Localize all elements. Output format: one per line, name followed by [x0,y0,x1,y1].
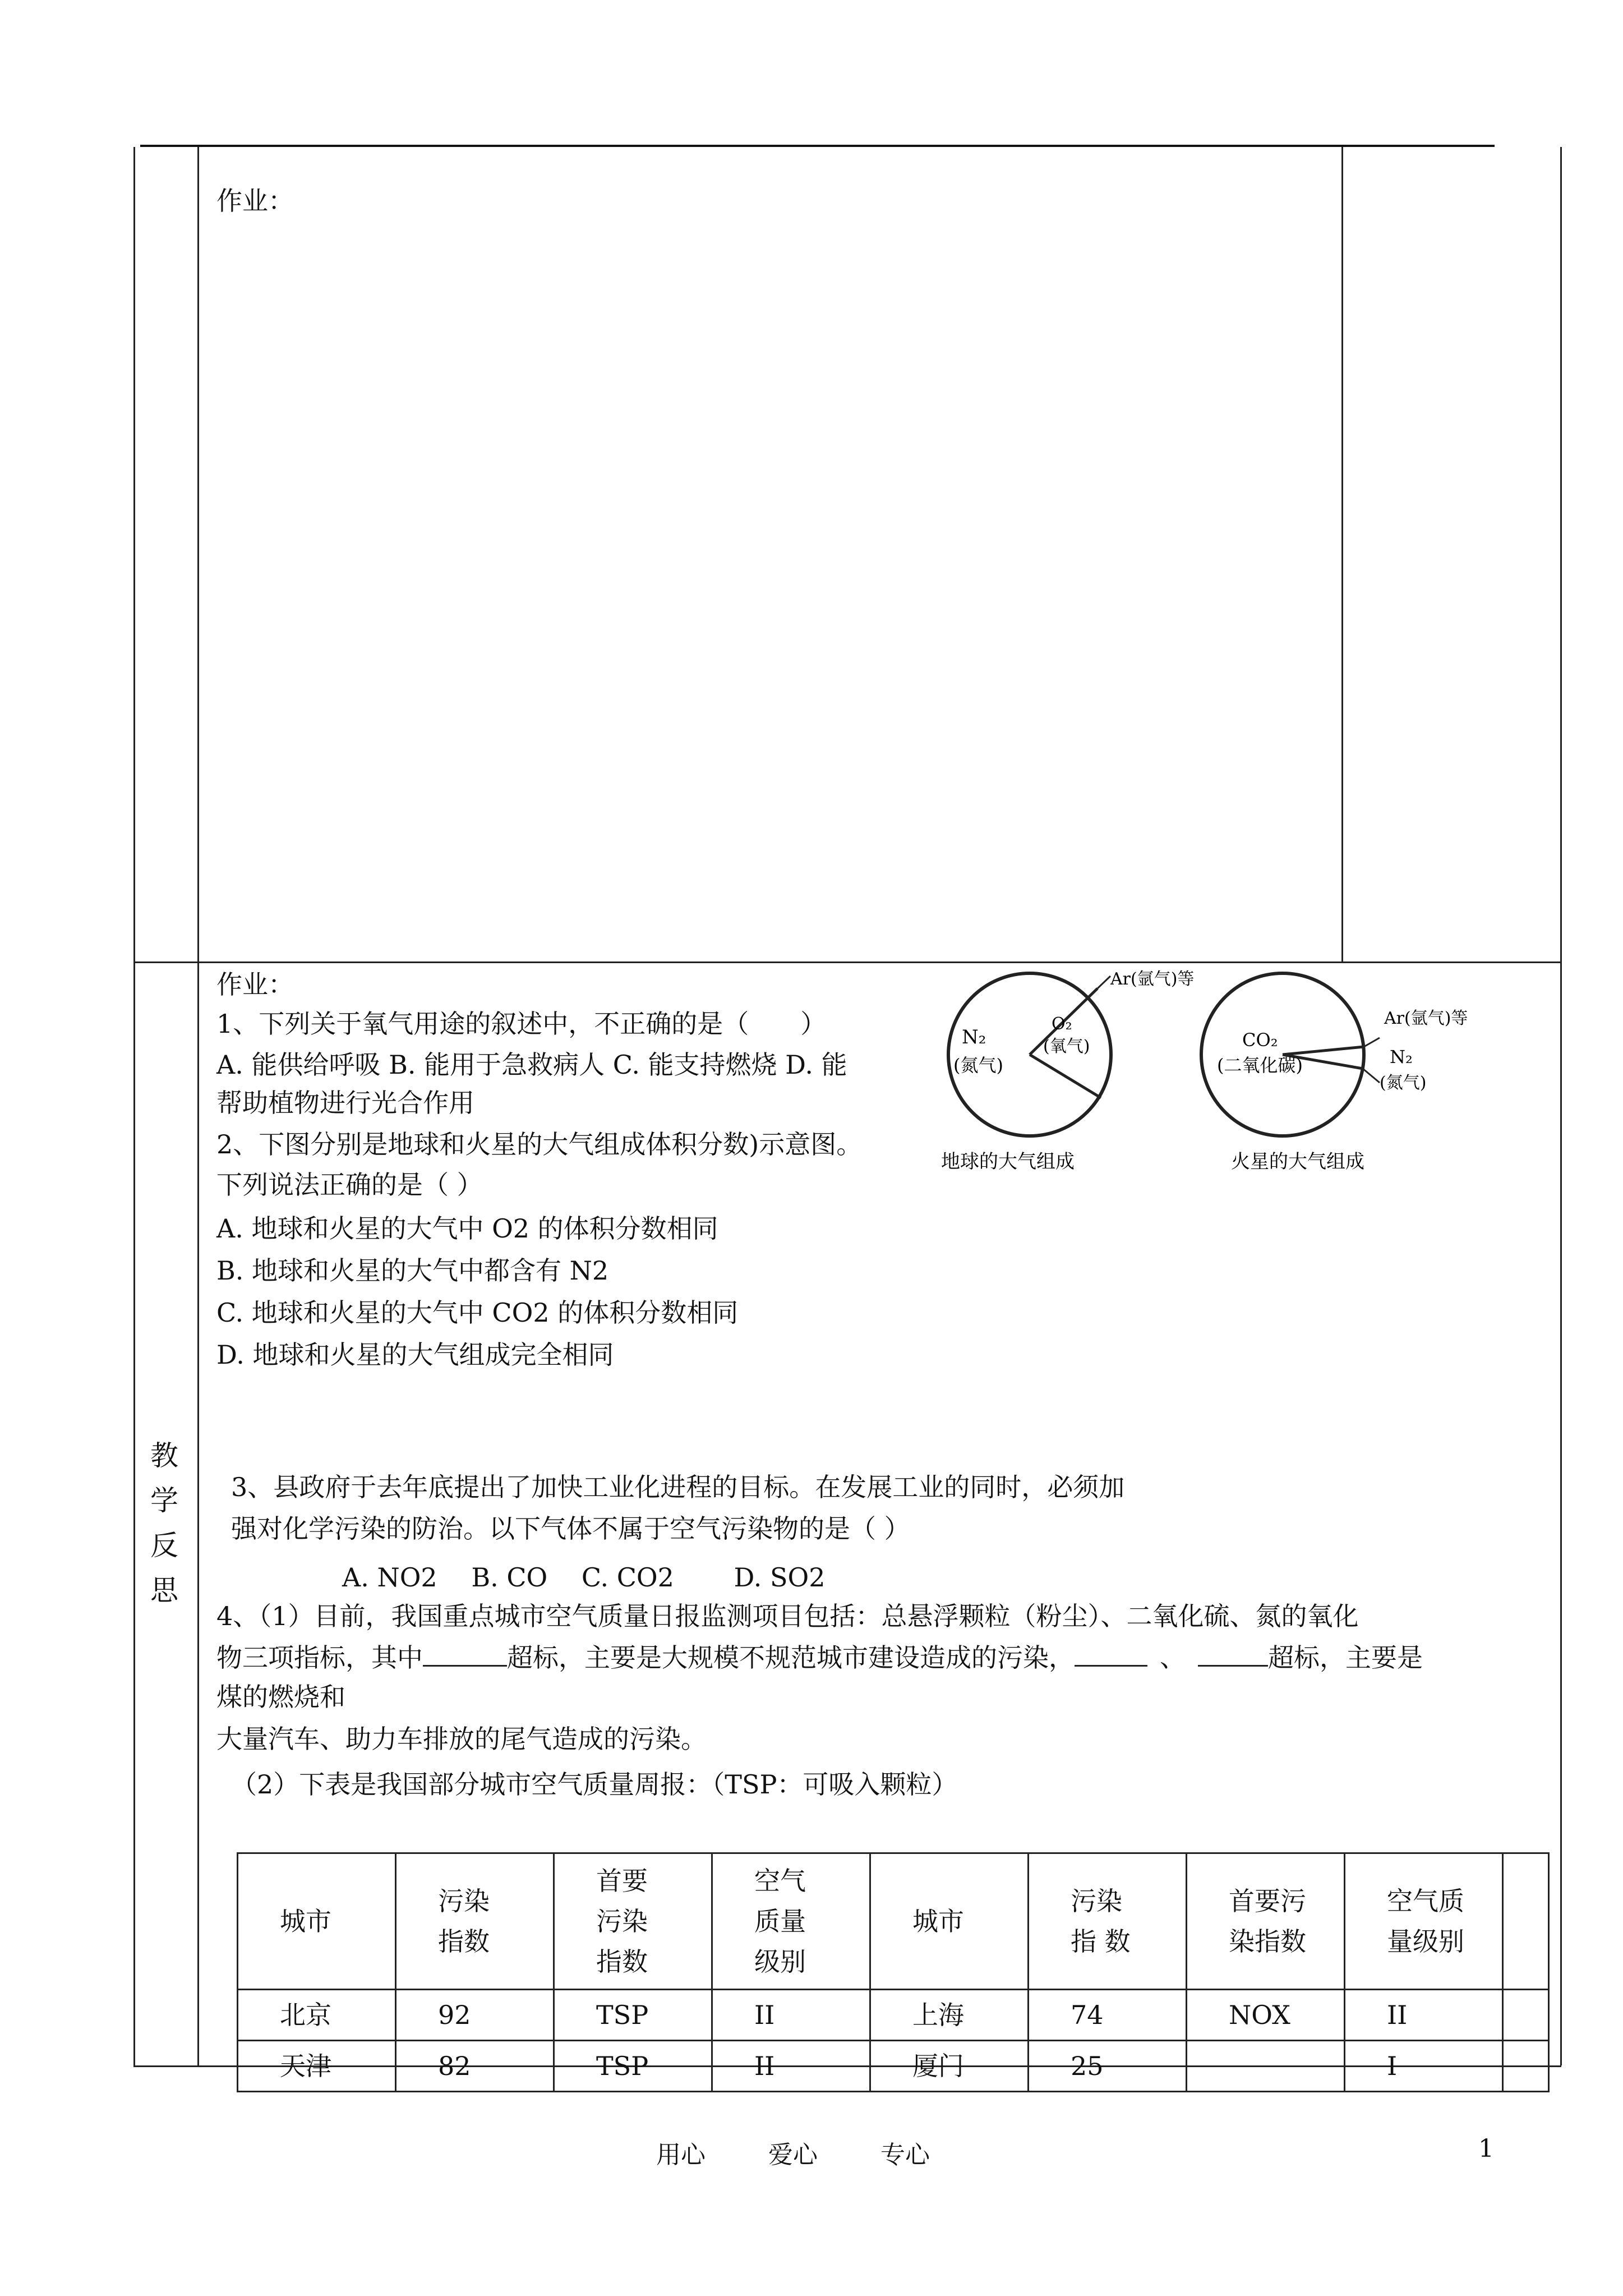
cell-pollutant: NOX [1187,1990,1345,2041]
page-number: 1 [1478,2134,1494,2163]
earth-n2-label: N₂ [962,1026,986,1048]
mars-n2-cn-label: (氮气) [1380,1073,1427,1093]
question-1-options-cont: 帮助植物进行光合作用 [216,1088,474,1118]
header-primary-pollutant: 首要 污染 指数 [554,1853,712,1990]
header-city: 城市 [238,1853,396,1990]
top-rule [140,145,1495,147]
question-1-options: A. 能供给呼吸 B. 能用于急救病人 C. 能支持燃烧 D. 能 [216,1050,847,1080]
header-air-quality-level: 空气 质量 级别 [712,1853,870,1990]
cell-city: 北京 [238,1990,396,2041]
cell-index: 74 [1029,1990,1187,2041]
table-row [238,1990,1549,2041]
side-label-char: 学 [150,1484,178,1517]
earth-o2-cn-label: (氧气) [1043,1037,1090,1056]
cell-level: II [1345,1990,1503,2041]
cell-city: 厦门 [870,2041,1029,2092]
question-2-stem: 2、下图分别是地球和火星的大气组成体积分数)示意图。 [216,1129,863,1159]
header-air-quality-level: 空气质 量级别 [1345,1853,1503,1990]
earth-caption: 地球的大气组成 [941,1151,1075,1173]
earth-o2-label: O₂ [1052,1014,1072,1034]
earth-ar-label: Ar(氩气)等 [1110,969,1195,989]
question-4-line4: 大量汽车、助力车排放的尾气造成的污染。 [216,1724,707,1754]
table-extra-cell [1503,1853,1549,1990]
q4-text-b: 超标，主要是大规模不规范城市建设造成的污染， [507,1642,1075,1673]
cell-level: II [712,1990,870,2041]
question-4-stem: 4、（1）目前，我国重点城市空气质量日报监测项目包括：总悬浮颗粒（粉尘）、二氧化硫、氮的氧化 [216,1601,1359,1631]
question-2-option-d: D. 地球和火星的大气组成完全相同 [216,1340,614,1370]
question-2-option-a: A. 地球和火星的大气中 O2 的体积分数相同 [216,1213,718,1244]
answer-blank[interactable] [1198,1642,1268,1667]
question-3-options: A. NO2 B. CO C. CO2 D. SO2 [342,1562,826,1593]
table-extra-cell [1503,2041,1549,2092]
mars-co2-label: CO₂ [1242,1029,1278,1051]
atmosphere-diagrams [931,954,1570,1212]
mars-ar-label: Ar(氩气)等 [1384,1009,1468,1028]
table-header-row [238,1853,1549,1990]
header-pollution-index: 污染 指数 [396,1853,554,1990]
header-primary-pollutant: 首要污 染指数 [1187,1853,1345,1990]
side-label-char: 教 [150,1439,178,1472]
question-2-option-c: C. 地球和火星的大气中 CO2 的体积分数相同 [216,1297,739,1328]
earth-n2-cn-label: (氮气) [953,1055,1003,1076]
table-extra-cell [1503,1990,1549,2041]
left-border [133,147,135,2065]
cell-city: 上海 [870,1990,1029,2041]
footer-slogan-2: 爱心 [768,2141,818,2169]
mars-n2-label: N₂ [1390,1046,1413,1068]
air-quality-table [237,1852,1550,2092]
cell-index: 92 [396,1990,554,2041]
q4-text-c: 、 [1160,1642,1186,1673]
header-pollution-index: 污染 指 数 [1029,1853,1187,1990]
cell-city: 天津 [238,2041,396,2092]
mars-caption: 火星的大气组成 [1231,1151,1364,1173]
cell-index: 25 [1029,2041,1187,2092]
cell-pollutant: TSP [554,1990,712,2041]
question-4-part2: （2）下表是我国部分城市空气质量周报：（TSP：可吸入颗粒） [231,1769,958,1800]
cell-pollutant [1187,2041,1345,2092]
cell-level: II [712,2041,870,2092]
question-3-stem: 3、县政府于去年底提出了加快工业化进程的目标。在发展工业的同时，必须加 [231,1472,1125,1502]
mars-atmosphere-pie [1201,973,1468,1173]
cell-index: 82 [396,2041,554,2092]
header-city: 城市 [870,1853,1029,1990]
footer-slogan-1: 用心 [656,2141,706,2169]
side-label-char: 反 [150,1529,178,1562]
q4-text-d: 超标，主要是 [1268,1642,1423,1673]
answer-blank[interactable] [423,1642,507,1667]
q4-text-a: 物三项指标，其中 [216,1642,423,1673]
footer-slogan-3: 专心 [880,2141,930,2169]
answer-blank[interactable] [1075,1642,1147,1667]
mars-co2-cn-label: (二氧化碳) [1217,1055,1303,1076]
question-2-prompt: 下列说法正确的是（ ） [216,1170,483,1200]
upper-homework-label: 作业： [216,186,294,216]
question-2-option-b: B. 地球和火星的大气中都含有 N2 [216,1255,609,1286]
question-4-blanks-line [216,1642,1423,1673]
table-row [238,2041,1549,2092]
side-label-char: 思 [150,1574,178,1607]
lower-homework-label: 作业： [216,969,294,1000]
cell-level: I [1345,2041,1503,2092]
question-1-stem: 1、下列关于氧气用途的叙述中，不正确的是（ ） [216,1009,827,1039]
earth-atmosphere-pie [941,969,1194,1173]
label-column-border [197,147,199,2065]
question-4-line3: 煤的燃烧和 [216,1682,345,1712]
question-3-prompt: 强对化学污染的防治。以下气体不属于空气污染物的是（ ） [231,1513,910,1544]
right-column-border [1341,147,1343,961]
cell-pollutant: TSP [554,2041,712,2092]
